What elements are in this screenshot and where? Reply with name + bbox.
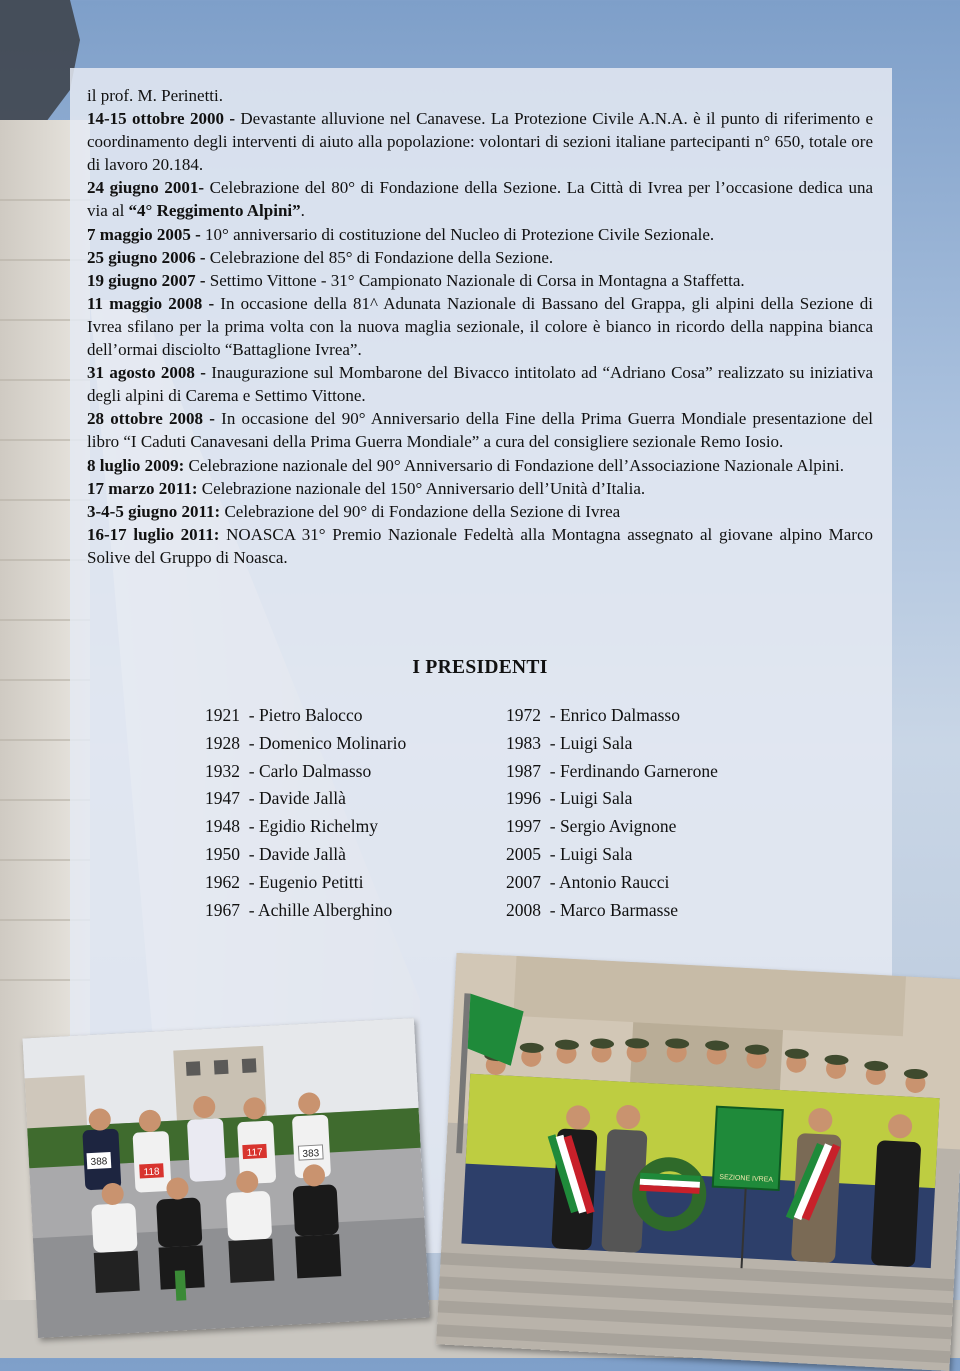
event-1: 14-15 ottobre 2000 - Devastante alluvione nel Canavese. La Protezione Civile A.N.A. è il punto di riferimento e coordinamento degli interventi di aiuto alla popolazione: volontari di sezioni italiane partecipanti n° 650, totale ore di lavoro 20.184. xyxy=(87,109,873,175)
event-4: 25 giugno 2006 - Celebrazione del 85° di Fondazione della Sezione. xyxy=(87,247,554,267)
president-row: 1983 - Luigi Sala xyxy=(506,732,633,753)
presidents-list-right xyxy=(506,702,718,924)
presidents-list-left xyxy=(205,702,406,924)
event-3: 7 maggio 2005 - 10° anniversario di costituzione del Nucleo di Protezione Civile Sezionale. xyxy=(87,224,715,244)
runner-bib: 118 xyxy=(143,1166,160,1179)
president-row: 1921 - Pietro Balocco xyxy=(205,705,363,725)
president-row: 1928 - Domenico Molinario xyxy=(205,732,407,753)
president-row: 2007 - Antonio Raucci xyxy=(506,871,670,892)
president-row: 2005 - Luigi Sala xyxy=(506,843,633,864)
event-6: 11 maggio 2008 - In occasione della 81^ Adunata Nazionale di Bassano del Grappa, gli alpini della Sezione di Ivrea sfilano per la prima volta con la nuova maglia sezionale, il colore è bianco in ricordo della nappina bianca dell’ormai disciolto “Battaglione Ivrea”. xyxy=(87,293,874,360)
president-row: 1972 - Enrico Dalmasso xyxy=(506,705,680,725)
president-row: 1947 - Davide Jallà xyxy=(205,788,346,809)
runner-bib: 383 xyxy=(302,1148,320,1160)
event-12: 16-17 luglio 2011: NOASCA 31° Premio Nazionale Fedeltà alla Montagna assegnato al giovane alpino Marco Solive del Gruppo di Noasca. xyxy=(87,524,874,567)
president-row: 1997 - Sergio Avignone xyxy=(506,816,677,837)
runners-group-photo xyxy=(22,1018,429,1338)
chronology-text xyxy=(87,84,873,569)
event-2: 24 giugno 2001- Celebrazione del 80° di Fondazione della Sezione. La Città di Ivrea per l’occasione dedica una via al “4° Reggimento Alpini”. xyxy=(87,178,873,221)
runner-bib: 117 xyxy=(246,1147,263,1159)
runner-bib: 388 xyxy=(90,1156,108,1169)
president-row: 1950 - Davide Jallà xyxy=(205,843,346,864)
president-row: 1987 - Ferdinando Garnerone xyxy=(506,760,718,781)
event-0: il prof. M. Perinetti. xyxy=(87,86,223,105)
presidents-heading: I PRESIDENTI xyxy=(412,657,548,678)
event-9: 8 luglio 2009: Celebrazione nazionale del 90° Anniversario di Fondazione dell’Associazione Nazionale Alpini. xyxy=(87,455,844,475)
event-8: 28 ottobre 2008 - In occasione del 90° Anniversario della Fine della Prima Guerra Mondiale presentazione del libro “I Caduti Canavesani della Prima Guerra Mondiale” a cura del consigliere sezionale Remo Iosio. xyxy=(87,409,873,452)
president-row: 1967 - Achille Alberghino xyxy=(205,899,393,920)
civil-protection-group-photo xyxy=(436,953,960,1371)
president-row: 1948 - Egidio Richelmy xyxy=(205,816,379,837)
president-row: 1996 - Luigi Sala xyxy=(506,788,633,809)
event-10: 17 marzo 2011: Celebrazione nazionale del 150° Anniversario dell’Unità d’Italia. xyxy=(87,478,646,498)
banner-text: SEZIONE IVREA xyxy=(719,1173,774,1184)
president-row: 1932 - Carlo Dalmasso xyxy=(205,760,372,781)
event-7: 31 agosto 2008 - Inaugurazione sul Mombarone del Bivacco intitolato ad “Adriano Cosa” realizzato su iniziativa degli alpini di Carema e Settimo Vittone. xyxy=(87,363,873,406)
event-5: 19 giugno 2007 - Settimo Vittone - 31° Campionato Nazionale di Corsa in Montagna a Staffetta. xyxy=(87,270,745,290)
event-11: 3-4-5 giugno 2011: Celebrazione del 90° di Fondazione della Sezione di Ivrea xyxy=(87,501,621,521)
president-row: 2008 - Marco Barmasse xyxy=(506,899,679,920)
president-row: 1962 - Eugenio Petitti xyxy=(205,871,364,892)
